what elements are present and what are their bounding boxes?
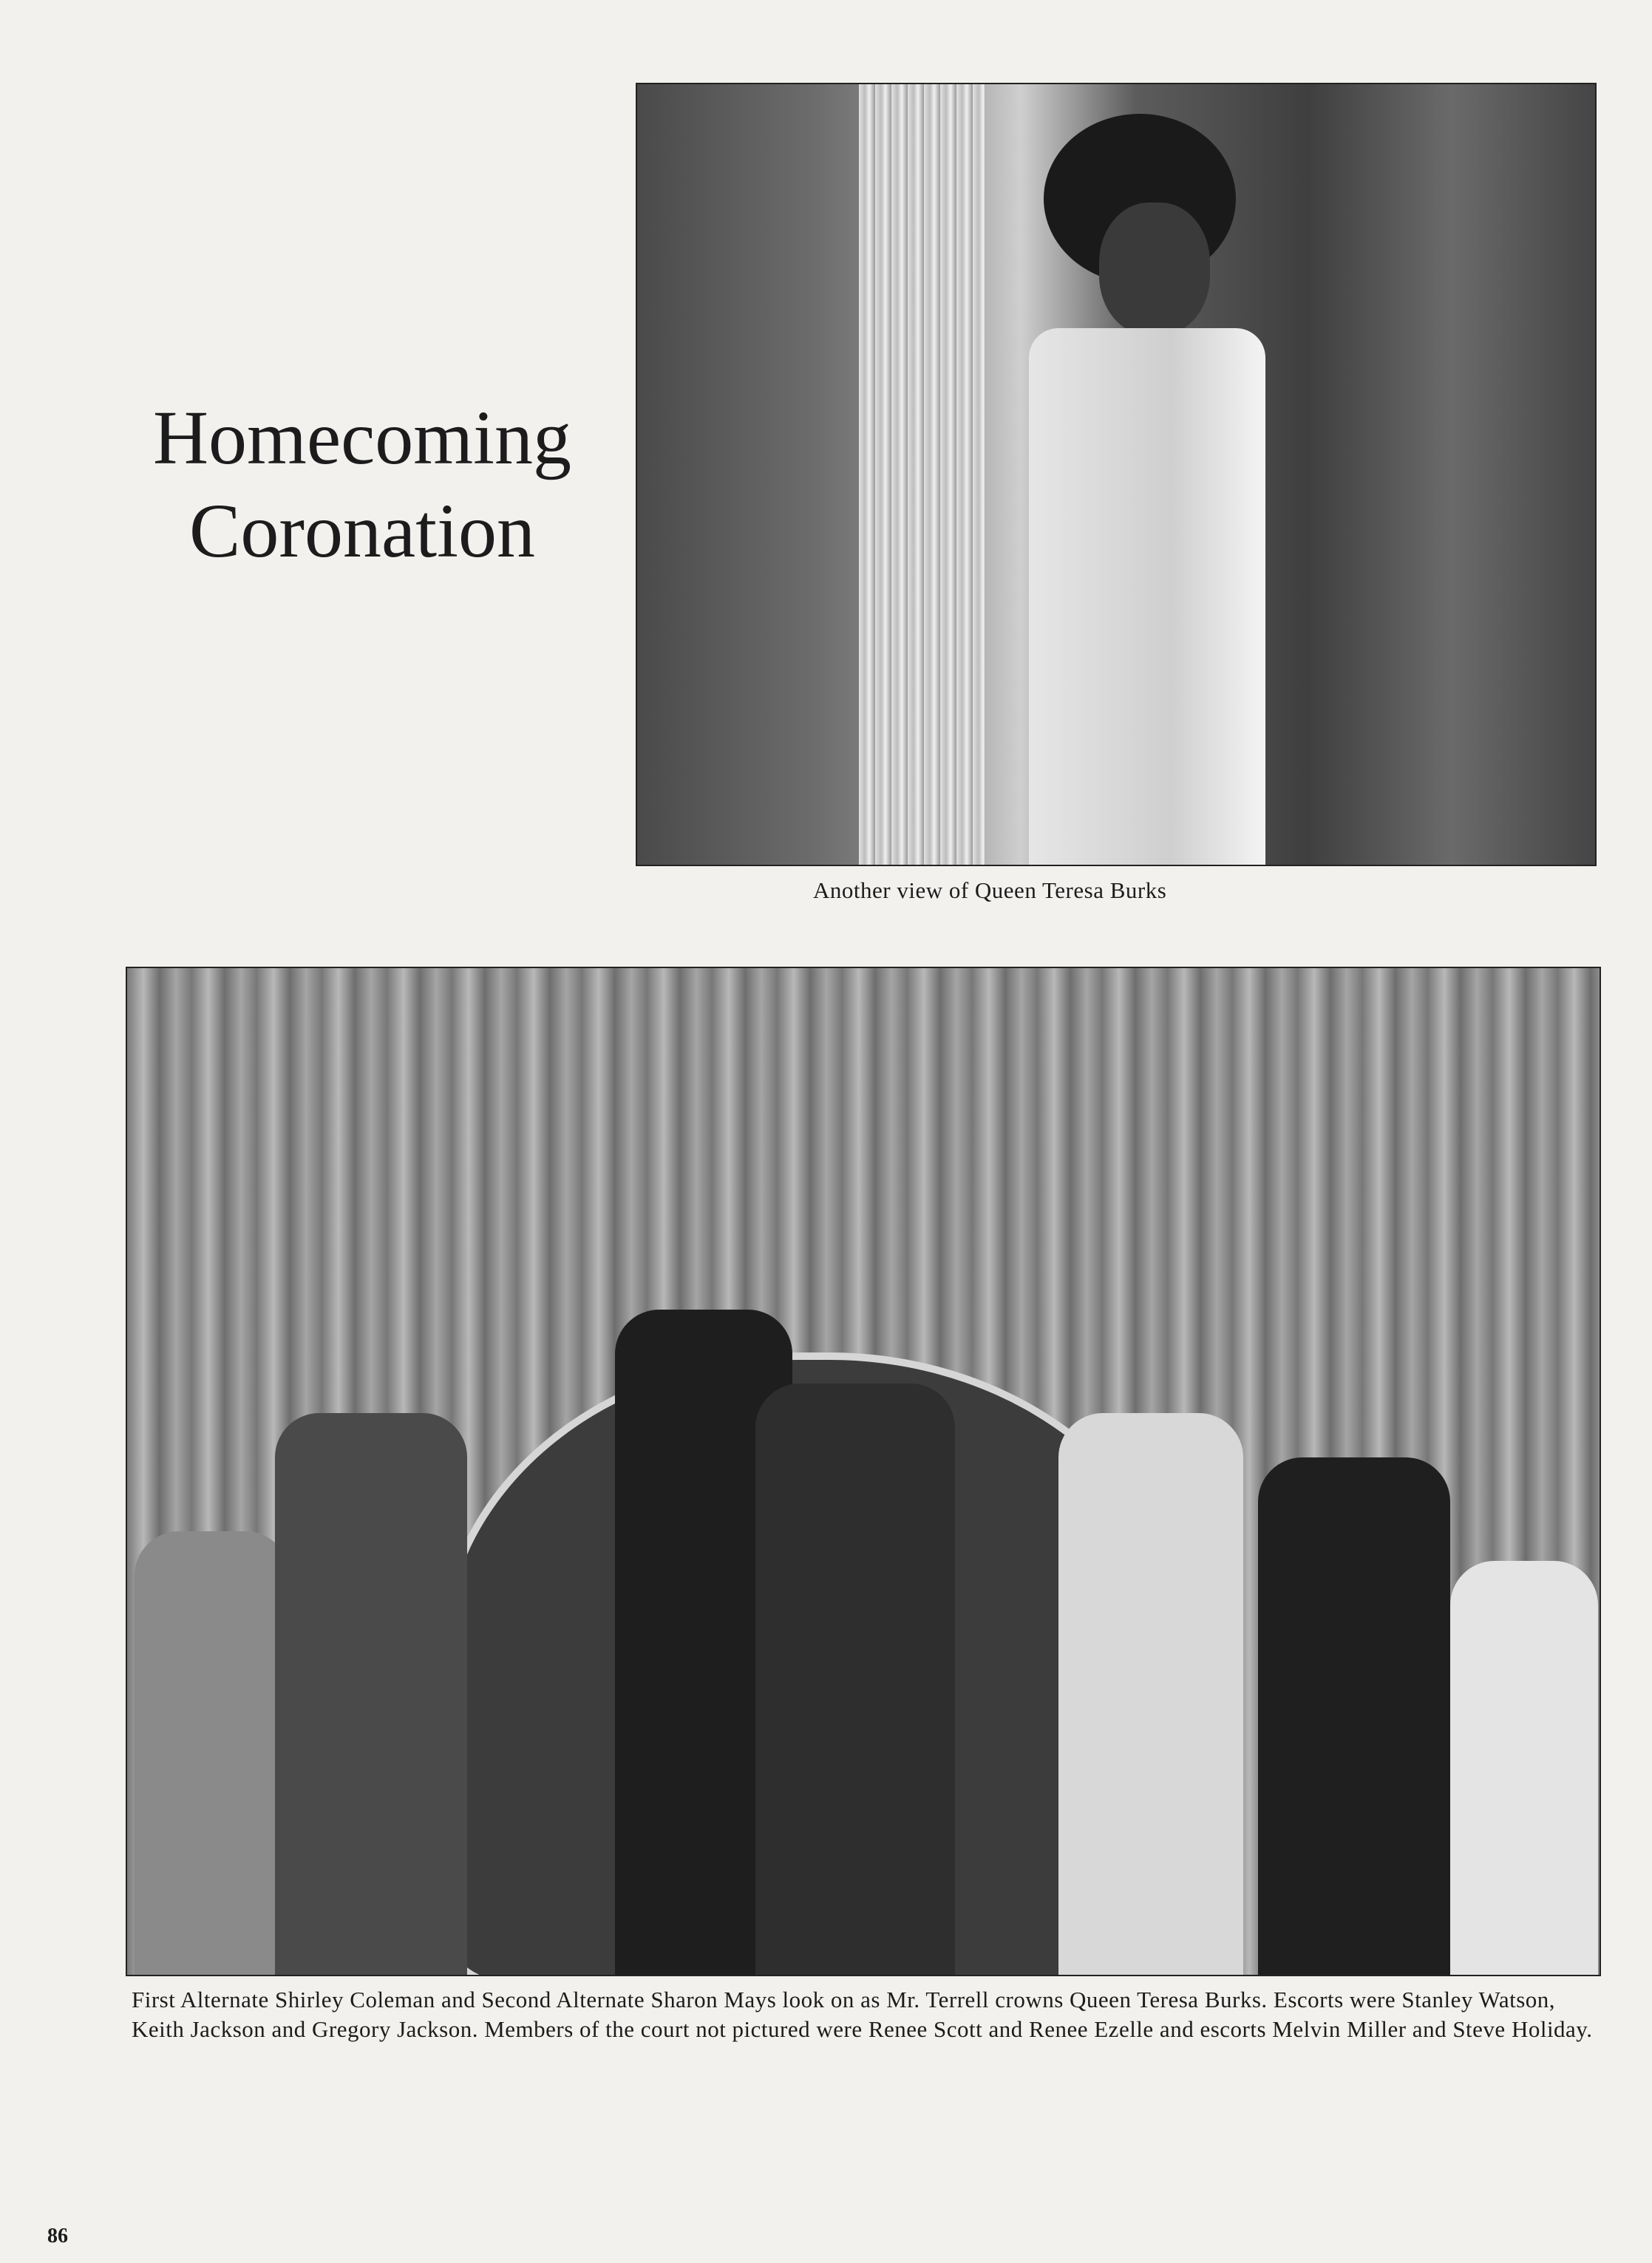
person-alternate-right — [1058, 1413, 1243, 1975]
title-line-2: Coronation — [189, 489, 535, 574]
coronation-stage-photo — [126, 967, 1601, 1976]
photo-bottom-caption: First Alternate Shirley Coleman and Second Alternate Sharon Mays look on as Mr. Terrell crowns Queen Teresa Burks. Escorts were Stanley Watson, Keith Jackson and Gregory Jackson. Members of the court not pictured were Renee Scott and Renee Ezelle and escorts Melvin Miller and Steve Holiday. — [132, 1987, 1593, 2042]
column-pillar — [859, 84, 985, 865]
queen-figure — [1014, 114, 1280, 865]
page-number: 86 — [47, 2225, 68, 2247]
person-escort-left — [135, 1531, 290, 1975]
page-title — [111, 392, 613, 578]
person-escort-right — [1258, 1457, 1450, 1975]
person-alternate-left — [275, 1413, 467, 1975]
queen-portrait-photo — [636, 83, 1597, 866]
person-court-right — [1450, 1561, 1598, 1975]
person-queen — [755, 1384, 955, 1975]
photo-top-caption: Another view of Queen Teresa Burks — [813, 877, 1167, 903]
title-line-1: Homecoming — [152, 395, 572, 480]
